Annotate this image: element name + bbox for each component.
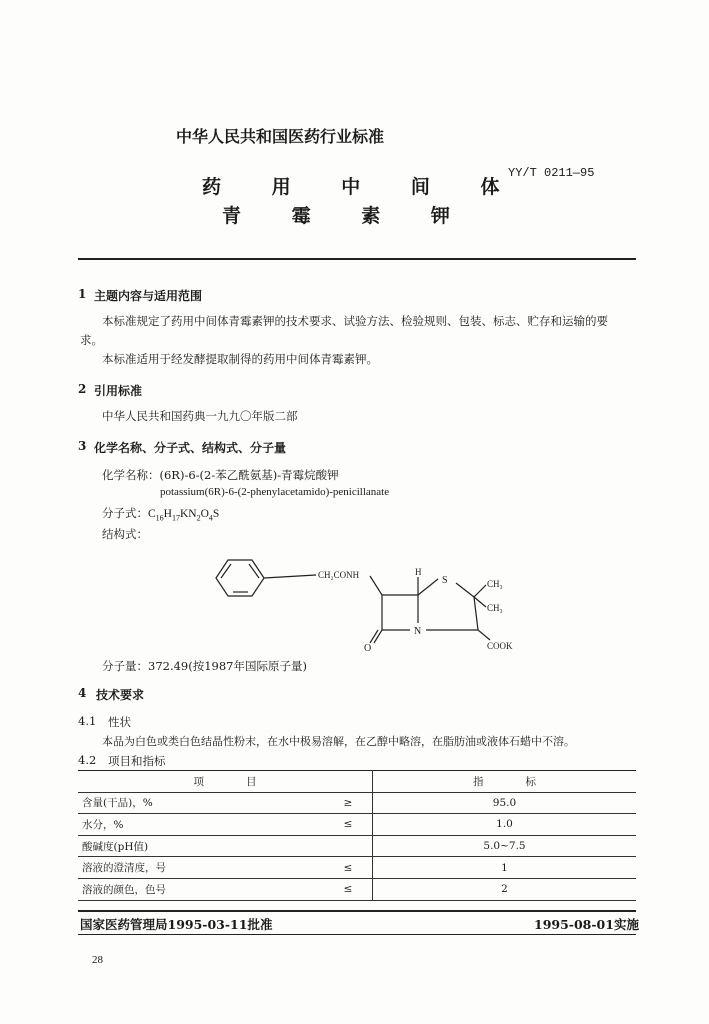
sec2-reference: 中华人民共和国药典一九九〇年版二部 <box>102 409 298 423</box>
structure-sidechain: CH₂CONH <box>318 570 360 580</box>
title-line-2: 青 霉 素 钾 <box>222 205 472 227</box>
table-row <box>78 835 636 857</box>
formula-s: S <box>212 508 220 520</box>
standard-org: 中华人民共和国医药行业标准 <box>176 127 385 146</box>
row-value: 1.0 <box>373 814 637 836</box>
row-operator: ≤ <box>324 878 373 900</box>
formula-o: O <box>200 508 209 520</box>
chemical-name-cn: 化学名称：(6R)-6-(2-苯乙酰氨基)-青霉烷酸钾 <box>102 468 339 482</box>
table-header-value: 指 标 <box>373 771 637 793</box>
page-number: 28 <box>92 954 103 966</box>
approval-note: 国家医药管理局1995-03-11批准 <box>80 917 273 932</box>
structure-label: 结构式： <box>102 527 148 541</box>
sec41-number: 4.1 <box>78 714 97 728</box>
molecular-weight: 分子量：372.49(按1987年国际原子量) <box>102 659 307 673</box>
table-row <box>78 878 636 900</box>
formula-label: 分子式： <box>102 506 148 520</box>
row-name: 水分，% <box>78 814 324 836</box>
structure-o: O <box>364 643 372 654</box>
sec1-number: 1 <box>78 287 87 301</box>
sec4-number: 4 <box>78 686 87 700</box>
sec2-number: 2 <box>78 382 87 396</box>
sec4-title: 技术要求 <box>96 688 145 702</box>
structure-ch3-bottom: CH₃ <box>487 603 503 613</box>
table-row <box>78 792 636 814</box>
structure-ch3-top: CH₃ <box>487 579 503 589</box>
formula-h-sub: 17 <box>171 513 180 523</box>
sec42-title: 项目和指标 <box>108 754 166 768</box>
table-header-item: 项 目 <box>78 771 373 793</box>
row-value: 1 <box>373 857 637 879</box>
structure-n: N <box>414 626 422 637</box>
table-header-row <box>78 771 636 793</box>
row-value: 95.0 <box>373 792 637 814</box>
row-name: 含量(干品)，% <box>78 792 324 814</box>
row-operator: ≤ <box>324 857 373 879</box>
sec3-number: 3 <box>78 439 87 453</box>
title-line-1: 药 用 中 间 体 <box>202 176 522 198</box>
row-value: 5.0~7.5 <box>373 835 637 857</box>
sec41-text: 本品为白色或类白色结晶性粉末，在水中极易溶解，在乙醇中略溶，在脂肪油或液体石蜡中不溶。 <box>102 735 575 748</box>
sec3-title: 化学名称、分子式、结构式、分子量 <box>94 441 287 455</box>
row-operator <box>324 835 373 857</box>
row-name: 酸碱度(pH值) <box>78 835 324 857</box>
chemical-name-en: potassium(6R)-6-(2-phenylacetamido)-penicillanate <box>160 486 390 498</box>
structure-s: S <box>442 575 448 586</box>
sec2-title: 引用标准 <box>94 384 143 398</box>
row-operator: ≤ <box>324 814 373 836</box>
sec41-title: 性状 <box>108 715 131 729</box>
structure-h: H <box>415 567 422 577</box>
row-name: 溶液的澄清度，号 <box>78 857 324 879</box>
sec1-title: 主题内容与适用范围 <box>94 289 203 303</box>
sec1-para1-cont: 求。 <box>80 333 103 347</box>
table-row <box>78 857 636 879</box>
spec-table <box>78 770 636 901</box>
structure-cook: COOK <box>487 641 513 651</box>
sec1-para2: 本标准适用于经发酵提取制得的药用中间体青霉素钾。 <box>102 352 378 366</box>
header-rule <box>78 258 636 260</box>
formula-c: C <box>148 508 156 520</box>
formula-n-sub: 2 <box>196 513 201 523</box>
footer-rule-bottom <box>78 934 636 935</box>
formula-c-sub: 16 <box>155 513 164 523</box>
sec42-number: 4.2 <box>78 753 97 767</box>
effective-date: 1995-08-01实施 <box>534 917 639 932</box>
row-value: 2 <box>373 878 637 900</box>
footer-rule-top <box>78 910 636 912</box>
formula-h: H <box>163 508 172 520</box>
structural-formula <box>200 545 530 655</box>
sec1-para1: 本标准规定了药用中间体青霉素钾的技术要求、试验方法、检验规则、包装、标志、贮存和运输的要 <box>102 314 608 328</box>
table-row <box>78 814 636 836</box>
molecular-formula <box>102 505 219 522</box>
formula-kn: KN <box>179 508 197 520</box>
standard-number: YY/T 0211—95 <box>508 166 595 180</box>
formula-o-sub: 4 <box>208 513 213 523</box>
row-name: 溶液的颜色，色号 <box>78 878 324 900</box>
row-operator: ≥ <box>324 792 373 814</box>
